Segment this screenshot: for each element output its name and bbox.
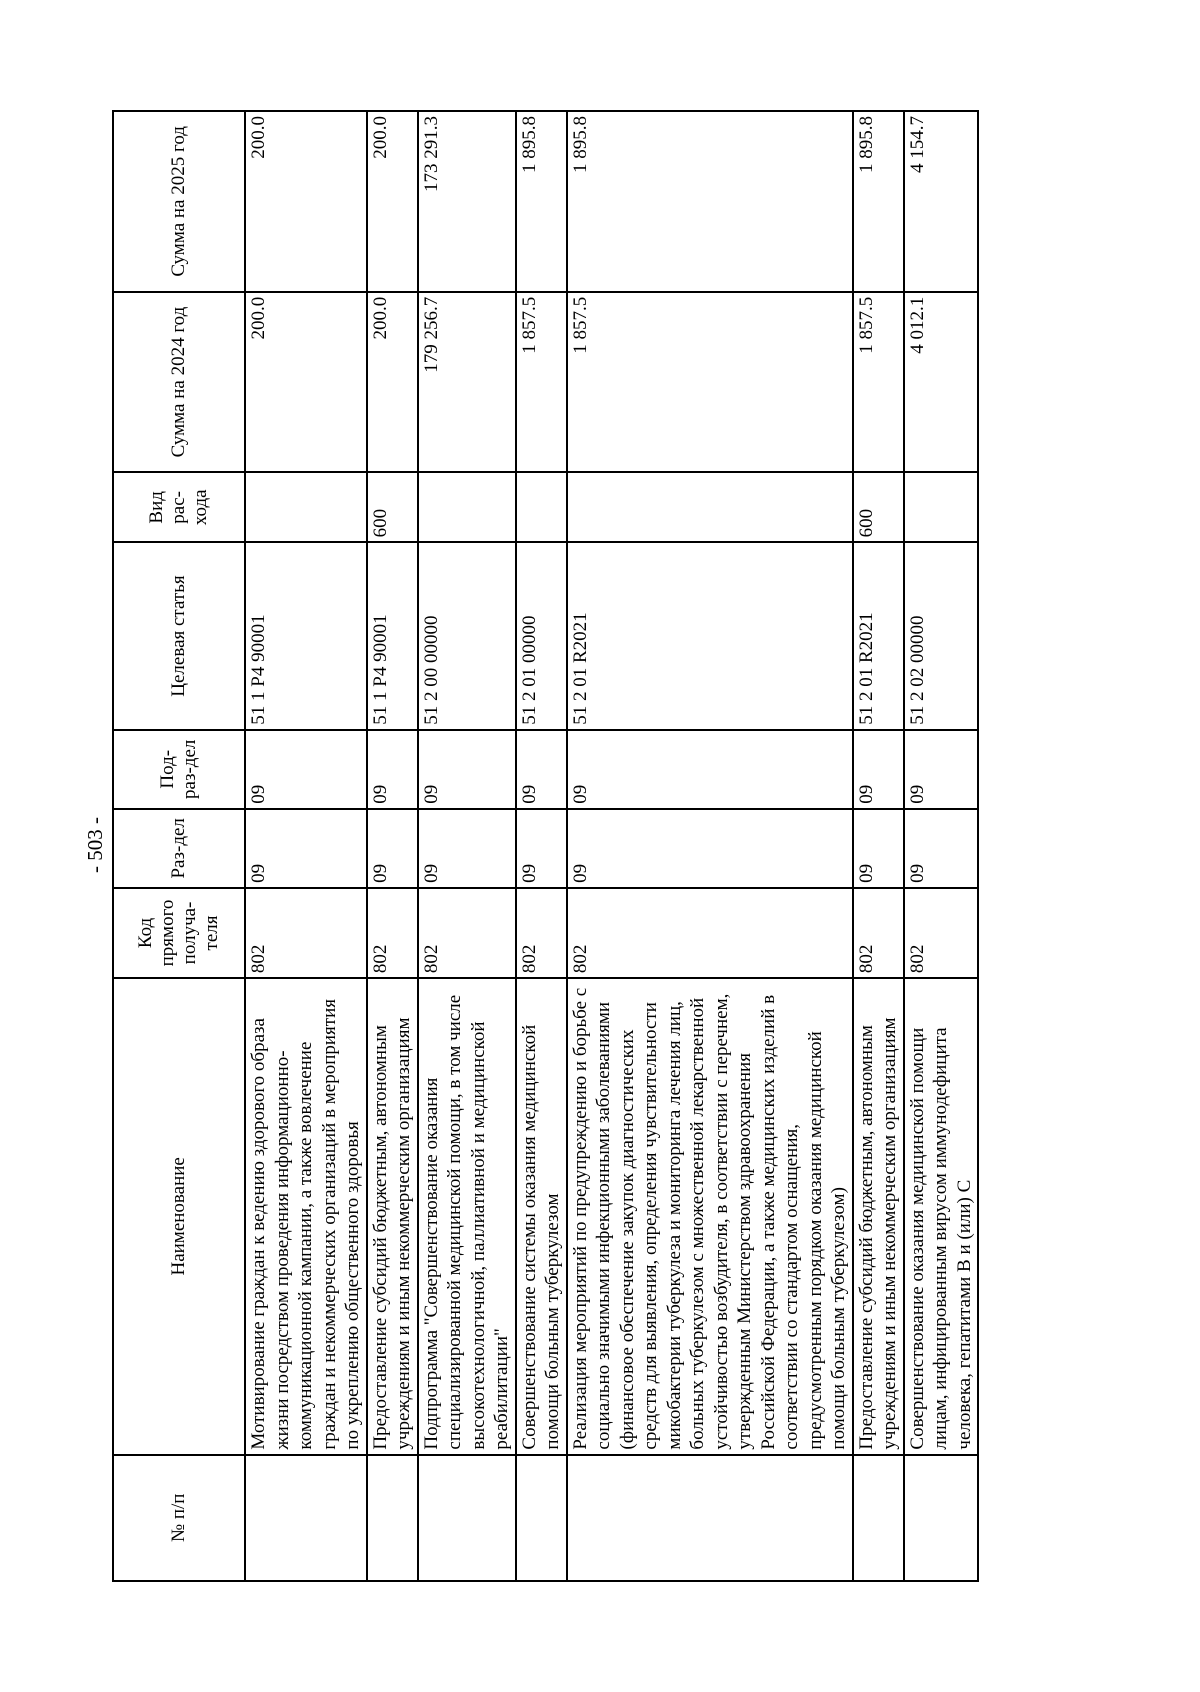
row-num [904, 1455, 979, 1581]
row-sum-2024: 200.0 [367, 292, 418, 473]
row-name: Реализация мероприятий по предупреждению и борьбе с социально значимыми инфекционными заболеваниями (финансовое обеспечение закупок диагностических средств для выявления, определения чувствительности микобактерии туберкулеза и мониторинга лечения лиц, больных туберкулезом с множественной лекарственной устойчивостью возбудителя, в соответствии с перечнем, утвержденным Министерством здравоохранения Российской Федерации, а также медицинских изделий в соответствии со стандартом оснащения, предусмотренным порядком оказания медицинской помощи больным туберкулезом) [567, 978, 853, 1454]
row-recipient-code: 802 [418, 888, 516, 978]
row-recipient-code: 802 [245, 888, 367, 978]
row-subsection: 09 [853, 730, 904, 809]
row-subsection: 09 [516, 730, 567, 809]
row-sum-2025: 1 895.8 [516, 111, 567, 292]
row-subsection: 09 [418, 730, 516, 809]
table-row [853, 111, 904, 1581]
row-num [516, 1455, 567, 1581]
row-expense-type [516, 472, 567, 542]
row-name: Совершенствование системы оказания медицинской помощи больным туберкулезом [516, 978, 567, 1454]
row-subsection: 09 [245, 730, 367, 809]
row-sum-2025: 4 154.7 [904, 111, 979, 292]
table-row [567, 111, 853, 1581]
row-expense-type: 600 [853, 472, 904, 542]
table-row [516, 111, 567, 1581]
row-num [245, 1455, 367, 1581]
row-section: 09 [567, 809, 853, 888]
row-target-article: 51 1 P4 90001 [367, 542, 418, 729]
row-recipient-code: 802 [516, 888, 567, 978]
row-expense-type [245, 472, 367, 542]
row-target-article: 51 2 00 00000 [418, 542, 516, 729]
row-section: 09 [516, 809, 567, 888]
row-name: Мотивирование граждан к ведению здорового образа жизни посредством проведения информационно-коммуникационной кампании, а также вовлечение граждан и некоммерческих организаций в мероприятия по укреплению общественного здоровья [245, 978, 367, 1454]
row-sum-2024: 1 857.5 [516, 292, 567, 473]
header-name: Наименование [113, 978, 245, 1454]
header-num: № п/п [113, 1455, 245, 1581]
header-target-article: Целевая статья [113, 542, 245, 729]
budget-table [112, 110, 979, 1582]
row-sum-2024: 200.0 [245, 292, 367, 473]
row-expense-type: 600 [367, 472, 418, 542]
row-sum-2025: 200.0 [245, 111, 367, 292]
row-section: 09 [853, 809, 904, 888]
row-sum-2024: 179 256.7 [418, 292, 516, 473]
row-name: Предоставление субсидий бюджетным, автономным учреждениям и иным некоммерческим организациям [367, 978, 418, 1454]
row-expense-type [418, 472, 516, 542]
header-sum-2025: Сумма на 2025 год [113, 111, 245, 292]
row-subsection: 09 [367, 730, 418, 809]
row-sum-2024: 1 857.5 [853, 292, 904, 473]
row-expense-type [904, 472, 979, 542]
row-subsection: 09 [567, 730, 853, 809]
row-num [853, 1455, 904, 1581]
row-section: 09 [418, 809, 516, 888]
row-recipient-code: 802 [567, 888, 853, 978]
row-sum-2024: 1 857.5 [567, 292, 853, 473]
row-name: Подпрограмма "Совершенствование оказания специализированной медицинской помощи, в том числе высокотехнологичной, паллиативной и медицинской реабилитации" [418, 978, 516, 1454]
row-target-article: 51 2 01 R2021 [853, 542, 904, 729]
sheet-content [112, 110, 1088, 1582]
row-sum-2025: 1 895.8 [567, 111, 853, 292]
table-row [418, 111, 516, 1581]
row-num [567, 1455, 853, 1581]
row-section: 09 [245, 809, 367, 888]
row-sum-2025: 200.0 [367, 111, 418, 292]
row-name: Совершенствование оказания медицинской помощи лицам, инфицированным вирусом иммунодефицита человека, гепатитами В и (или) С [904, 978, 979, 1454]
row-sum-2025: 1 895.8 [853, 111, 904, 292]
row-recipient-code: 802 [367, 888, 418, 978]
row-target-article: 51 2 01 00000 [516, 542, 567, 729]
row-expense-type [567, 472, 853, 542]
row-target-article: 51 2 02 00000 [904, 542, 979, 729]
table-row [367, 111, 418, 1581]
row-section: 09 [367, 809, 418, 888]
row-sum-2024: 4 012.1 [904, 292, 979, 473]
table-row [904, 111, 979, 1581]
row-num [367, 1455, 418, 1581]
row-name: Предоставление субсидий бюджетным, автономным учреждениям и иным некоммерческим организациям [853, 978, 904, 1454]
header-expense-type: Вид рас-хода [113, 472, 245, 542]
header-section: Раз-дел [113, 809, 245, 888]
row-num [418, 1455, 516, 1581]
row-sum-2025: 173 291.3 [418, 111, 516, 292]
row-target-article: 51 1 P4 90001 [245, 542, 367, 729]
header-row [113, 111, 245, 1581]
row-target-article: 51 2 01 R2021 [567, 542, 853, 729]
header-sum-2024: Сумма на 2024 год [113, 292, 245, 473]
page-number: - 503 - [82, 817, 107, 873]
header-recipient-code: Код прямого получа-теля [113, 888, 245, 978]
table-row [245, 111, 367, 1581]
row-section: 09 [904, 809, 979, 888]
row-subsection: 09 [904, 730, 979, 809]
landscape-sheet [112, 110, 1088, 1582]
row-recipient-code: 802 [904, 888, 979, 978]
header-subsection: Под-раз-дел [113, 730, 245, 809]
row-recipient-code: 802 [853, 888, 904, 978]
